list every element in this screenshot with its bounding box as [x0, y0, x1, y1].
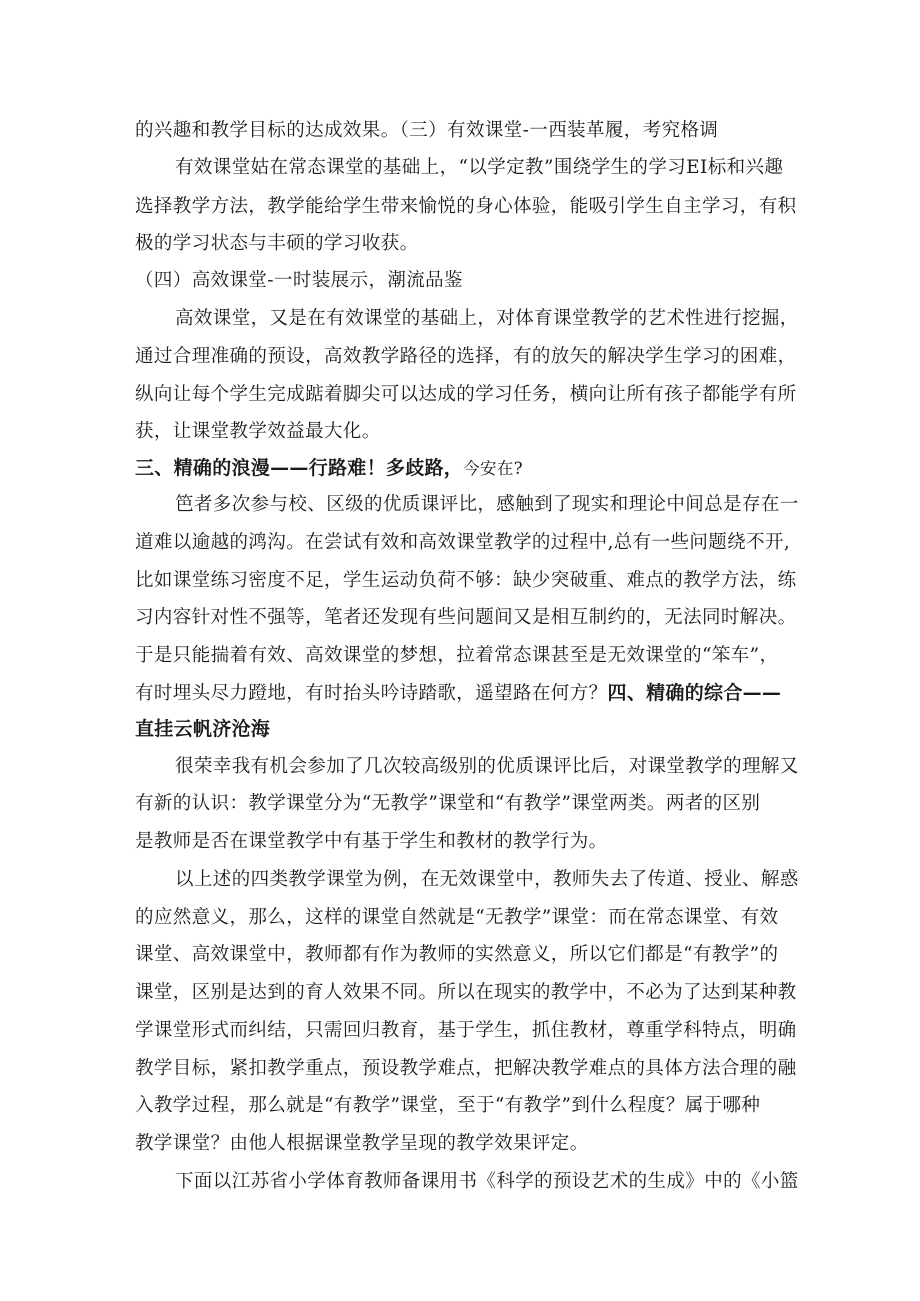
- text-line: 下面以江苏省小学体育教师备课用书《科学的预设艺术的生成》中的《小篮: [175, 1171, 799, 1192]
- section-heading-4: 四、精确的综合——: [607, 682, 782, 704]
- text-line: 教学课堂？由他人根据课堂教学呈现的教学效果评定。: [135, 1133, 589, 1154]
- text-line: 笆者多次参与校、区级的优质课评比，感触到了现实和理论中间总是存在一: [175, 494, 799, 515]
- text-line: 高效课堂，又是在有效课堂的基础上，对体育课堂教学的艺术性进行挖掘，: [175, 308, 799, 329]
- text-line: 极的学习状态与丰硕的学习收获。: [135, 233, 419, 254]
- text-line: 获，让课堂教学效益最大化。: [135, 421, 381, 442]
- section-heading-4-continued: 直挂云帆济沧海: [135, 718, 271, 740]
- text-line: 学课堂形式而纠结，只需回归教育，基于学生，抓住教材，尊重学科特点，明确: [135, 1020, 797, 1041]
- text-line: 课堂、高效课堂中，教师都有作为教师的实然意义，所以它们都是“有教学”的: [135, 944, 779, 965]
- section-heading-3-title: 三、精确的浪漫——行路难！多歧路，: [135, 457, 464, 479]
- text-line: 通过合理准确的预设，高效教学路径的选择，有的放矢的解决学生学习的困难，: [135, 346, 797, 367]
- section-heading-3-tail: 今安在?: [463, 459, 524, 478]
- section-heading-3: [135, 455, 523, 482]
- text-line: 是教师是否在课堂教学中有基于学生和教材的教学行为。: [135, 831, 608, 852]
- text-line: 的应然意义，那么，这样的课堂自然就是“无教学”课堂：而在常态课堂、有效: [135, 907, 779, 928]
- text-line: （四）高效课堂-一时装展示，潮流品鉴: [135, 270, 463, 291]
- text-line: 有效课堂姑在常态课堂的基础上，“以学定教”围绕学生的学习EI标和兴趣: [175, 157, 784, 178]
- mixed-line: [135, 680, 781, 707]
- text-line: 教学目标，紧扣教学重点，预设教学难点，把解决教学难点的具体方法合理的融: [135, 1058, 797, 1079]
- text-line: 很荣幸我有机会参加了几次较高级别的优质课评比后，对课堂教学的理解又: [175, 756, 799, 777]
- text-line: 的兴趣和教学目标的达成效果。（三）有效课堂-一西装革履，考究格调: [135, 120, 719, 141]
- text-line: 以上述的四类教学课堂为例，在无效课堂中，教师失去了传道、授业、解惑: [175, 869, 799, 890]
- text-line: 习内容针对性不强等，笔者还发现有些问题间又是相互制约的，无法同时解决。: [135, 607, 797, 628]
- text-line: 入教学过程，那么就是“有教学”课堂，至于“有教学”到什么程度？属于哪种: [135, 1095, 761, 1116]
- text-line: 选择教学方法，教学能给学生带来愉悦的身心体验，能吸引学生自主学习，有积: [135, 196, 797, 217]
- mixed-line-text: 有时埋头尽力蹬地，有时抬头吟诗踏歌，遥望路在何方？: [135, 683, 608, 704]
- text-line: 纵向让每个学生完成踮着脚尖可以达成的学习任务，横向让所有孩子都能学有所: [135, 384, 797, 405]
- text-line: 有新的认识：教学课堂分为“无教学”课堂和“有教学”课堂两类。两者的区别: [135, 793, 761, 814]
- text-line: 课堂，区别是达到的育人效果不同。所以在现实的教学中，不必为了达到某种教: [135, 982, 797, 1003]
- text-line: 道难以逾越的鸿沟。在尝试有效和高效课堂教学的过程中,总有一些问题绕不开,: [135, 532, 791, 553]
- text-line: 比如课堂练习密度不足，学生运动负荷不够：缺少突破重、难点的教学方法，练: [135, 570, 797, 591]
- text-line: 于是只能揣着有效、高效课堂的梦想，拉着常态课甚至是无效课堂的“笨车”，: [135, 645, 779, 666]
